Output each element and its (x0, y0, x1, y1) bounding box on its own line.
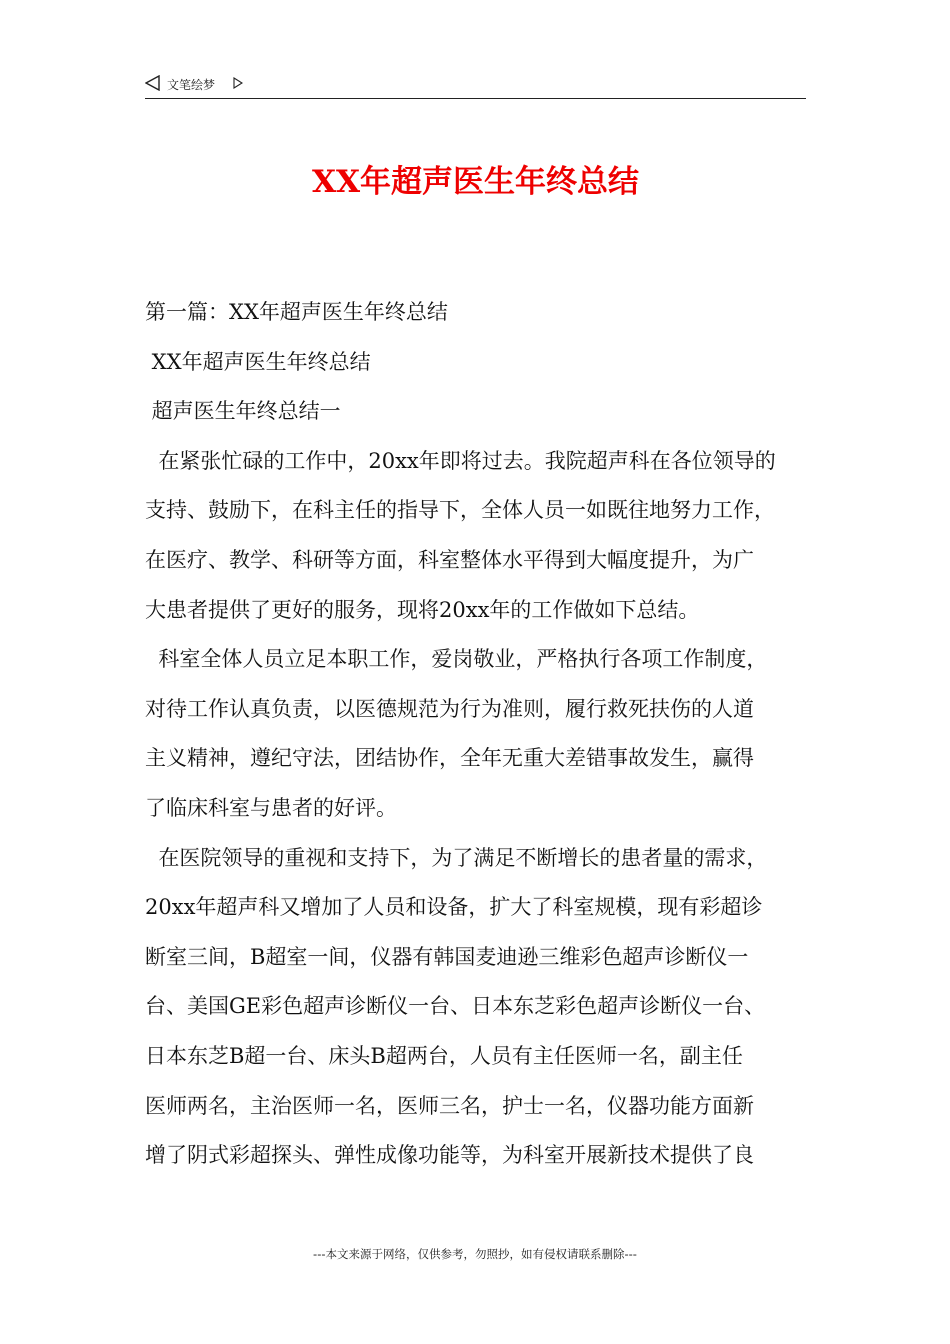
body-line: 在紧张忙碌的工作中，20xx年即将过去。我院超声科在各位领导的 (145, 448, 776, 473)
page-footer-disclaimer: ---本文来源于网络，仅供参考，勿照抄，如有侵权请联系删除--- (313, 1247, 637, 1261)
body-line: 增了阴式彩超探头、弹性成像功能等，为科室开展新技术提供了良 (145, 1143, 754, 1168)
body-line: 在医疗、教学、科研等方面，科室整体水平得到大幅度提升，为广 (145, 547, 754, 572)
document-title: XX年超声医生年终总结 (311, 164, 640, 200)
body-line: 医师两名，主治医师一名，医师三名，护士一名，仪器功能方面新 (145, 1093, 754, 1118)
body-line: 断室三间，B超室一间，仪器有韩国麦迪逊三维彩色超声诊断仪一 (145, 944, 749, 969)
body-line: 第一篇：XX年超声医生年终总结 (145, 300, 448, 324)
body-line: 对待工作认真负责，以医德规范为行为准则，履行救死扶伤的人道 (145, 696, 754, 721)
body-line: 台、美国GE彩色超声诊断仪一台、日本东芝彩色超声诊断仪一台、 (145, 994, 766, 1019)
right-triangle-icon (233, 77, 243, 89)
left-triangle-icon (145, 75, 161, 91)
body-line: 在医院领导的重视和支持下，为了满足不断增长的患者量的需求， (145, 845, 768, 870)
header-brand-text: 文笔绘梦 (167, 78, 216, 92)
body-line: 科室全体人员立足本职工作，爱岗敬业，严格执行各项工作制度， (145, 647, 768, 672)
body-line: 20xx年超声科又增加了人员和设备，扩大了科室规模，现有彩超诊 (145, 895, 763, 920)
body-line: XX年超声医生年终总结 (145, 349, 371, 374)
body-line: 日本东芝B超一台、床头B超两台，人员有主任医师一名，副主任 (145, 1043, 743, 1068)
body-line: 主义精神，遵纪守法，团结协作，全年无重大差错事故发生，赢得 (145, 746, 754, 771)
body-line: 大患者提供了更好的服务，现将20xx年的工作做如下总结。 (145, 597, 700, 622)
body-line: 支持、鼓励下，在科主任的指导下，全体人员一如既往地努力工作， (145, 498, 775, 523)
body-line: 超声医生年终总结一 (145, 399, 341, 424)
body-line: 了临床科室与患者的好评。 (145, 795, 397, 820)
document-body (145, 288, 806, 1181)
page-header (145, 72, 806, 99)
